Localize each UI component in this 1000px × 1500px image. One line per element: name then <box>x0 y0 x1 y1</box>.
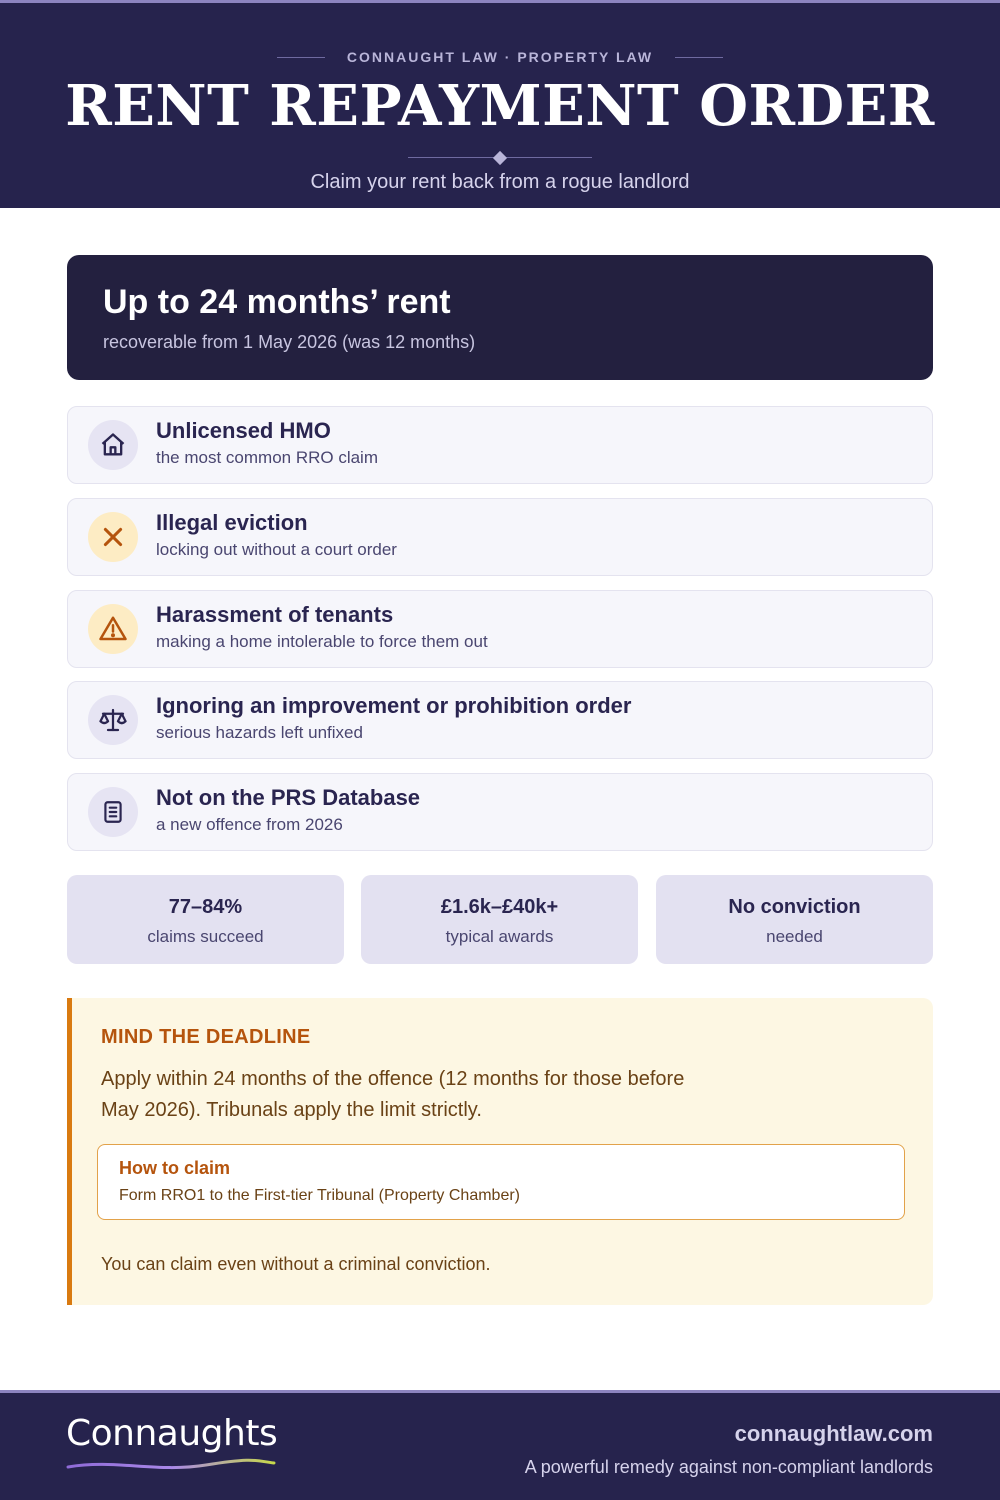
stat-label: typical awards <box>445 927 554 946</box>
logo-text: Connaughts <box>66 1413 278 1454</box>
offence-subtitle: locking out without a court order <box>156 540 397 559</box>
hero-card <box>67 255 933 380</box>
diamond-icon <box>493 151 507 165</box>
eyebrow-text: CONNAUGHT LAW · PROPERTY LAW <box>346 49 654 65</box>
footer-banner <box>0 1390 1000 1500</box>
cross-icon <box>88 512 138 562</box>
offence-card-harassment <box>67 590 933 668</box>
eyebrow-row <box>0 49 1000 65</box>
footer-tagline: A powerful remedy against non-compliant landlords <box>524 1457 933 1477</box>
claim-text: Form RRO1 to the First-tier Tribunal (Property Chamber) <box>119 1187 520 1204</box>
deadline-callout <box>67 998 933 1305</box>
website-link[interactable]: connaughtlaw.com <box>734 1421 933 1446</box>
logo-swoosh-icon <box>66 1457 276 1473</box>
offence-card-improvement-order <box>67 681 933 759</box>
offence-title: Unlicensed HMO <box>156 418 331 443</box>
hero-subtitle: recoverable from 1 May 2026 (was 12 months) <box>103 332 476 352</box>
offence-title: Harassment of tenants <box>156 602 394 627</box>
stat-value: No conviction <box>728 896 861 918</box>
stat-value: £1.6k–£40k+ <box>440 896 559 918</box>
offence-subtitle: making a home intolerable to force them out <box>156 632 488 651</box>
hero-title: Up to 24 months’ rent <box>103 283 451 321</box>
warning-icon <box>88 604 138 654</box>
stat-value: 77–84% <box>168 896 243 918</box>
stat-label: needed <box>766 927 823 946</box>
offence-title: Not on the PRS Database <box>156 785 421 810</box>
offence-subtitle: serious hazards left unfixed <box>156 723 363 742</box>
header-banner <box>0 0 1000 208</box>
stat-label: claims succeed <box>147 927 264 946</box>
connaughts-logo <box>66 1413 326 1477</box>
document-icon <box>88 787 138 837</box>
stat-conviction <box>656 875 933 964</box>
offence-subtitle: a new offence from 2026 <box>156 815 343 834</box>
page-title: RENT REPAYMENT ORDER <box>65 73 935 139</box>
offence-title: Illegal eviction <box>156 510 308 535</box>
house-icon <box>88 420 138 470</box>
offence-subtitle: the most common RRO claim <box>156 448 378 467</box>
ornament-divider <box>408 153 592 163</box>
divider <box>277 57 325 58</box>
deadline-text: Apply within 24 months of the offence (12 months for those before May 2026). Tribunals apply the limit strictly. <box>101 1068 685 1121</box>
stat-awards <box>361 875 638 964</box>
claim-title: How to claim <box>119 1158 231 1178</box>
page-subtitle: Claim your rent back from a rogue landlord <box>310 171 690 193</box>
deadline-footnote: You can claim even without a criminal conviction. <box>101 1254 491 1274</box>
offence-card-illegal-eviction <box>67 498 933 576</box>
deadline-heading: MIND THE DEADLINE <box>101 1026 311 1048</box>
offence-card-prs-database <box>67 773 933 851</box>
offence-title: Ignoring an improvement or prohibition order <box>156 693 632 718</box>
scales-icon <box>88 695 138 745</box>
offence-card-unlicensed-hmo <box>67 406 933 484</box>
stat-success-rate <box>67 875 344 964</box>
divider <box>675 57 723 58</box>
how-to-claim-box <box>97 1144 905 1220</box>
